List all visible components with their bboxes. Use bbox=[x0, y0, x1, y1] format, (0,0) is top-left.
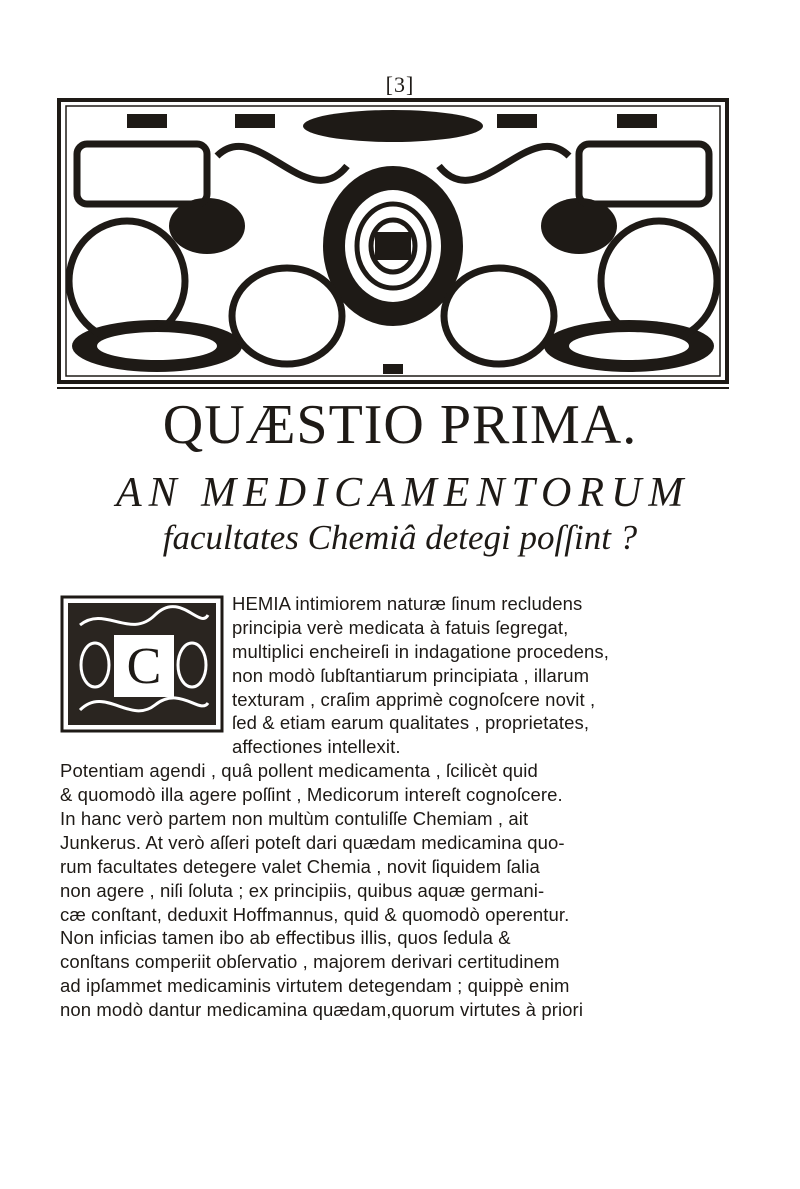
initial-letter: C bbox=[126, 638, 162, 695]
text-line: Junkerus. At verò aſſeri poteſt dari quædam medicamina quo- bbox=[60, 831, 565, 853]
text-line: HEMIA intimiorem naturæ ſinum recludens bbox=[232, 593, 583, 614]
text-line: non agere , niſi ſoluta ; ex principiis, quibus aquæ germani- bbox=[60, 879, 545, 901]
text-line: conſtans comperiit obſervatio , majorem derivari certitudinem bbox=[60, 951, 560, 973]
text-line: texturam , craſim apprimè cognoſcere novit , bbox=[232, 688, 596, 710]
text-line: non modò ſubſtantiarum principiata , illarum bbox=[232, 664, 590, 686]
text-line: multiplici encheireſi in indagatione procedens, bbox=[232, 640, 609, 662]
text-line: Non inficias tamen ibo ab effectibus illis, quos ſedula & bbox=[60, 927, 511, 949]
body-text bbox=[60, 592, 740, 1022]
page-title: QUÆSTIO PRIMA. bbox=[162, 394, 638, 456]
page-number: [3] bbox=[385, 72, 415, 97]
text-line: non modò dantur medicamina quædam,quorum virtutes à priori bbox=[60, 999, 584, 1021]
text-line: principia verè medicata à fatuis ſegregat, bbox=[232, 616, 569, 638]
text-line: cæ conſtant, deduxit Hoffmannus, quid & quomodò operentur. bbox=[60, 903, 570, 925]
subtitle-line-1: AN MEDICAMENTORUM bbox=[116, 470, 691, 516]
text-line: Potentiam agendi , quâ pollent medicamenta , ſcilicèt quid bbox=[60, 760, 538, 782]
text-line: affectiones intellexit. bbox=[232, 736, 401, 758]
text-line: rum facultates detegere valet Chemia , novit ſiquidem ſalia bbox=[60, 855, 540, 877]
text-line: & quomodò illa agere poſſint , Medicorum intereſt cognoſcere. bbox=[60, 784, 563, 806]
ornamental-headpiece bbox=[57, 96, 729, 392]
text-line: ad ipſammet medicaminis virtutem detegendam ; quippè enim bbox=[60, 975, 570, 997]
text-line: In hanc verò partem non multùm contuliſſe Chemiam , ait bbox=[60, 808, 529, 830]
subtitle-line-2: facultates Chemiâ detegi poſſint ? bbox=[162, 518, 638, 557]
text-line: ſed & etiam earum qualitates , proprietates, bbox=[232, 712, 590, 734]
